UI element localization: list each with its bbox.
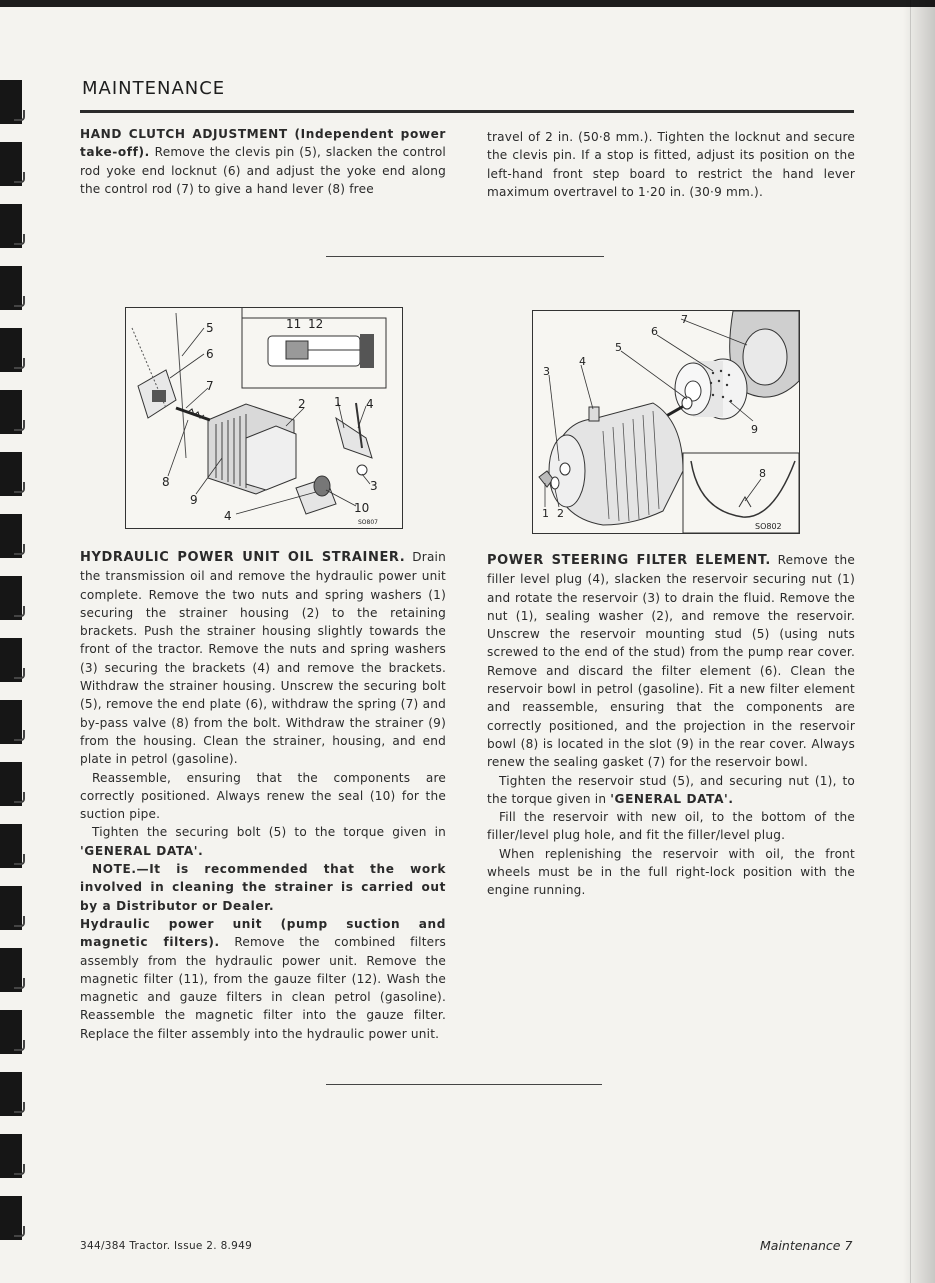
header-rule xyxy=(80,110,854,113)
binder-tab xyxy=(0,824,22,868)
hand-clutch-heading: HAND CLUTCH ADJUSTMENT (Independent power take-off). xyxy=(80,127,446,160)
page-edge-shadow xyxy=(903,0,935,1283)
power-steering-p4: When replenishing the reservoir with oil, the front wheels must be in the full right-lock position with the engine running. xyxy=(487,846,855,898)
hydraulic-strainer-column xyxy=(80,548,446,1043)
page-top-edge xyxy=(0,0,935,7)
binder-tab xyxy=(0,576,22,620)
hydraulic-unit-sub-heading: Hydraulic power unit (pump suction and magnetic filters). xyxy=(80,916,446,950)
callout: 9 xyxy=(751,423,758,436)
callout: 6 xyxy=(206,347,214,361)
binder-tab xyxy=(0,1196,22,1240)
callout: 2 xyxy=(557,507,564,520)
general-data-ref: 'GENERAL DATA'. xyxy=(610,791,734,806)
callout: 1 xyxy=(334,395,342,409)
hydraulic-strainer-p3: Tighten the securing bolt (5) to the torque given in xyxy=(92,825,446,840)
callout: 3 xyxy=(370,479,378,493)
figure-code: SO802 xyxy=(755,522,782,531)
hydraulic-unit-sub-body: Remove the combined filters assembly from the hydraulic power unit. Remove the magnetic filter (11), from the gauze filter (12). Wash the magnetic and gauze filters in clean petrol (gasoline). Reassemble the magnetic filter into the gauze filter. Replace the filter assembly into the hydraulic power unit. xyxy=(80,935,446,1041)
hydraulic-strainer-heading: HYDRAULIC POWER UNIT OIL STRAINER. xyxy=(80,550,406,565)
power-steering-column xyxy=(487,551,855,900)
callout: 7 xyxy=(206,379,214,393)
binder-tab xyxy=(0,886,22,930)
oil-strainer-diagram xyxy=(126,308,402,528)
callout: 10 xyxy=(354,501,370,515)
hand-clutch-left-column xyxy=(80,125,446,198)
footer-issue: 344/384 Tractor. Issue 2. 8.949 xyxy=(80,1240,253,1252)
hydraulic-strainer-p1: Drain the transmission oil and remove the hydraulic power unit complete. Remove the two nuts and spring washers (1) securing the strainer housing (2) to the retaining brackets. Push the strainer housing slightly towards the front of the tractor. Remove the nuts and spring washers (3) securing the brackets (4) and remove the brackets. Withdraw the strainer housing. Unscrew the securing bolt (5), remove the end plate (6), withdraw the spring (7) and by-pass valve (8) from the bolt. Withdraw the strainer (9) from the housing. Clean the strainer, housing, and end plate in petrol (gasoline). xyxy=(80,550,446,767)
general-data-ref: 'GENERAL DATA'. xyxy=(80,843,204,858)
binder-tab xyxy=(0,204,22,248)
binder-tab xyxy=(0,948,22,992)
binder-tab xyxy=(0,1072,22,1116)
binder-tab xyxy=(0,700,22,744)
binder-tab xyxy=(0,514,22,558)
binder-tab xyxy=(0,762,22,806)
figure-code: SO807 xyxy=(358,519,378,526)
figure-steering-filter xyxy=(532,310,800,534)
callout: 7 xyxy=(681,313,688,326)
binder-tabs xyxy=(0,60,40,1240)
binder-tab xyxy=(0,266,22,310)
steering-filter-diagram xyxy=(533,311,799,533)
binder-tab xyxy=(0,452,22,496)
callout: 4 xyxy=(366,397,374,411)
callout: 11 xyxy=(286,317,302,331)
hydraulic-strainer-note: NOTE.—It is recommended that the work involved in cleaning the strainer is carried out by a Distributor or Dealer. xyxy=(80,862,446,913)
binder-tab xyxy=(0,328,22,372)
section-divider xyxy=(326,1084,602,1085)
binder-tab xyxy=(0,142,22,186)
power-steering-heading: POWER STEERING FILTER ELEMENT. xyxy=(487,553,771,568)
power-steering-p2: Tighten the reservoir stud (5), and securing nut (1), to the torque given in xyxy=(487,773,855,806)
binder-tab xyxy=(0,1010,22,1054)
figure-oil-strainer xyxy=(125,307,403,529)
power-steering-p1: Remove the filler level plug (4), slacken the reservoir securing nut (1) and rotate the reservoir (3) to drain the fluid. Remove the nut (1), sealing washer (2), and remove the reservoir. Unscrew the reservoir mounting stud (5) (using nuts screwed to the end of the stud) from the pump rear cover. Remove and discard the filter element (6). Clean the reservoir bowl in petrol (gasoline). Fit a new filter element and reassemble, ensuring that the components are correctly positioned, and the projection in the reservoir bowl (8) is located in the slot (9) in the rear cover. Always renew the sealing gasket (7) for the reservoir bowl. xyxy=(487,553,855,770)
callout: 4 xyxy=(579,355,586,368)
callout: 9 xyxy=(190,493,198,507)
page-edge-line xyxy=(910,0,911,1283)
hand-clutch-right-column xyxy=(487,128,855,201)
callout: 8 xyxy=(162,475,170,489)
callout: 6 xyxy=(651,325,658,338)
callout: 8 xyxy=(759,467,766,480)
binder-tab xyxy=(0,638,22,682)
footer-page-label: Maintenance 7 xyxy=(760,1238,853,1253)
binder-tab xyxy=(0,80,22,124)
power-steering-p3: Fill the reservoir with new oil, to the bottom of the filler/level plug hole, and fit the filler/level plug. xyxy=(487,810,855,843)
binder-tab xyxy=(0,1134,22,1178)
page-title: MAINTENANCE xyxy=(82,78,226,99)
hand-clutch-body-right: travel of 2 in. (50·8 mm.). Tighten the locknut and secure the clevis pin. If a stop is fitted, adjust its position on the left-hand front step board to restrict the hand lever maximum overtravel to 1·20 in. (30·9 mm.). xyxy=(487,130,855,199)
callout: 4 xyxy=(224,509,232,523)
callout: 3 xyxy=(543,365,550,378)
hydraulic-strainer-p2: Reassemble, ensuring that the components are correctly positioned. Always renew the seal (10) for the suction pipe. xyxy=(80,770,446,822)
binder-tab xyxy=(0,390,22,434)
callout: 2 xyxy=(298,397,306,411)
callout: 12 xyxy=(308,317,324,331)
callout: 5 xyxy=(615,341,622,354)
callout: 5 xyxy=(206,321,214,335)
callout: 1 xyxy=(542,507,549,520)
hand-clutch-body-left: Remove the clevis pin (5), slacken the control rod yoke end locknut (6) and adjust the yoke end along the control rod (7) to give a hand lever (8) free xyxy=(80,145,446,196)
section-divider xyxy=(326,256,604,257)
